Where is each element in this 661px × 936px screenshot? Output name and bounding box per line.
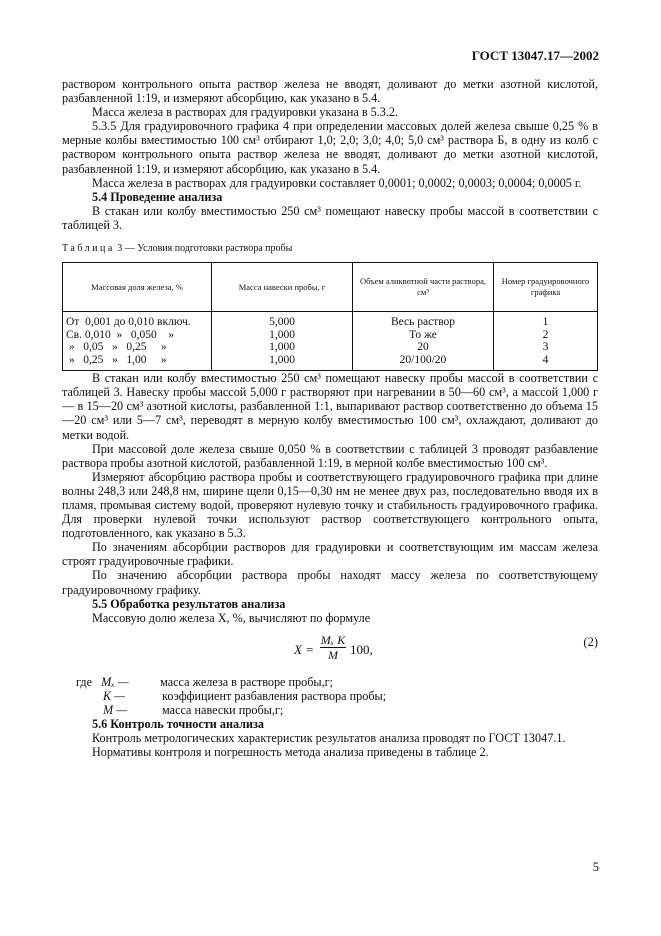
table-cell: 20/100/20 bbox=[353, 354, 494, 371]
body-text bbox=[62, 77, 598, 759]
formula-2 bbox=[62, 631, 598, 671]
legend-symbol: M — bbox=[103, 703, 128, 717]
formula-denominator: M bbox=[320, 647, 346, 662]
table-3 bbox=[62, 262, 598, 371]
paragraph: Контроль метрологических характеристик результатов анализа проводят по ГОСТ 13047.1. bbox=[92, 731, 566, 746]
table-cell: » 0,05 » 0,25 » bbox=[63, 341, 212, 354]
table-cell: 20 bbox=[353, 341, 494, 354]
formula-lhs: X = bbox=[294, 641, 314, 657]
paragraph: Масса железа в растворах для градуировки составляет 0,0001; 0,0002; 0,0003; 0,0004; 0,0005 г. bbox=[92, 175, 582, 190]
table-cell: От 0,001 до 0,010 включ. bbox=[63, 312, 212, 329]
legend-symbol: Mₓ — bbox=[101, 674, 129, 689]
section-heading: 5.4 Проведение анализа bbox=[92, 189, 223, 204]
paragraph: Массовую долю железа X, %, вычисляют по формуле bbox=[92, 610, 371, 625]
legend-row bbox=[76, 675, 598, 689]
table-row bbox=[63, 341, 598, 354]
table-header-cell: Масса навески пробы, г bbox=[212, 263, 353, 312]
table-caption-word: Таблица bbox=[62, 243, 115, 255]
table-header-cell: Номер градуировочного графика bbox=[494, 263, 598, 312]
formula-fraction bbox=[320, 633, 346, 662]
section-heading: 5.5 Обработка результатов анализа bbox=[92, 596, 286, 611]
table-caption bbox=[62, 242, 598, 256]
paragraph: При массовой доле железа свыше 0,050 % в соответствии с таблицей 3 проводят разбавление раствора пробы азотной кислотой, разбавленной 1:19, в мерной колбе вместимостью 100 см³. bbox=[62, 441, 598, 470]
table-row bbox=[63, 312, 598, 329]
table-cell: 1 bbox=[494, 312, 598, 329]
paragraph: В стакан или колбу вместимостью 250 см³ помещают навеску пробы массой в соответствии с таблицей 3. Навеску пробы массой 5,000 г растворяют при нагревании в 50—60 см³, а массой 1,000 г — в 15—20 см³ азотной кислоты, разбавленной 1:1, выпаривают раствор соответственно до объема 15—20 см³ или 5—7 см³, переводят в мерную колбу вместимостью 100 см³, охлаждают, доливают до метки водой. bbox=[62, 371, 598, 442]
paragraph: По значению абсорбции раствора пробы находят массу железа по соответствующему градуировочному графику. bbox=[62, 568, 598, 597]
paragraph: Нормативы контроля и погрешность метода анализа приведены в таблице 2. bbox=[92, 745, 489, 760]
paragraph: Масса железа в растворах для градуировки указана в 5.3.2. bbox=[92, 105, 399, 120]
section-heading: 5.6 Контроль точности анализа bbox=[92, 717, 265, 732]
legend-description: масса железа в растворе пробы,г; bbox=[160, 674, 334, 689]
legend-row bbox=[76, 689, 598, 703]
paragraph: 5.3.5 Для градуировочного графика 4 при определении массовых долей железа свыше 0,25 % в мерные колбы вместимостью 100 см³ отбирают 1,0; 2,0; 3,0; 4,0; 5,0 см³ раствора Б, в одну из колб с раствором контрольного опыта раствор железа не вводят, доливают до метки азотной кислотой, разбавленной 1:19, и измеряют абсорбцию, как указано в 5.4. bbox=[62, 119, 598, 176]
table-header-cell: Объем аликвотной части раствора, см³ bbox=[353, 263, 494, 312]
legend-intro: где bbox=[76, 674, 93, 689]
table-cell: 1,000 bbox=[212, 329, 353, 342]
legend-row bbox=[76, 703, 598, 717]
formula-legend bbox=[76, 675, 598, 717]
table-row bbox=[63, 329, 598, 342]
table-cell: То же bbox=[353, 329, 494, 342]
table-cell: 3 bbox=[494, 341, 598, 354]
legend-description: масса навески пробы,г; bbox=[162, 703, 284, 717]
table-header-cell: Массовая доля железа, % bbox=[63, 263, 212, 312]
paragraph: В стакан или колбу вместимостью 250 см³ помещают навеску пробы массой в соответствии с таблицей 3. bbox=[62, 203, 598, 232]
table-row bbox=[63, 354, 598, 371]
table-cell: 1,000 bbox=[212, 354, 353, 371]
table-header-row bbox=[63, 263, 598, 312]
table-cell: Св. 0,010 » 0,050 » bbox=[63, 329, 212, 342]
paragraph: раствором контрольного опыта раствор железа не вводят, доливают до метки азотной кислотой, разбавленной 1:19, и измеряют абсорбцию, как указано в 5.4. bbox=[62, 77, 598, 106]
table-cell: 2 bbox=[494, 329, 598, 342]
page-number: 5 bbox=[592, 860, 599, 874]
formula-numerator: Mₓ K bbox=[320, 632, 346, 647]
paragraph: По значениям абсорбции растворов для градуировки и соответствующим им массам железа строят градуировочные графики. bbox=[62, 540, 598, 569]
table-cell: 1,000 bbox=[212, 341, 353, 354]
table-cell: 5,000 bbox=[212, 312, 353, 329]
table-cell: 4 bbox=[494, 354, 598, 371]
legend-symbol: K — bbox=[103, 688, 126, 703]
table-cell: Весь раствор bbox=[353, 312, 494, 329]
paragraph: Измеряют абсорбцию раствора пробы и соответствующего градуировочного графика при длине волны 248,3 или 248,8 нм, ширине щели 0,15—0,30 нм не менее двух раз, последовательно вводя их в пламя, промывая систему водой, проверяют нулевую точку и стабильность градуировочного графика. Для проверки нулевой точки используют раствор соответствующего контрольного опыта, подготовленного, как указано в 5.3. bbox=[62, 469, 598, 541]
formula-number: (2) bbox=[583, 634, 598, 649]
table-caption-text: 3 — Условия подготовки раствора пробы bbox=[114, 243, 293, 255]
legend-description: коэффициент разбавления раствора пробы; bbox=[162, 688, 387, 703]
formula-rhs: 100, bbox=[350, 641, 373, 657]
standard-header: ГОСТ 13047.17—2002 bbox=[471, 48, 599, 63]
table-cell: » 0,25 » 1,00 » bbox=[63, 354, 212, 371]
